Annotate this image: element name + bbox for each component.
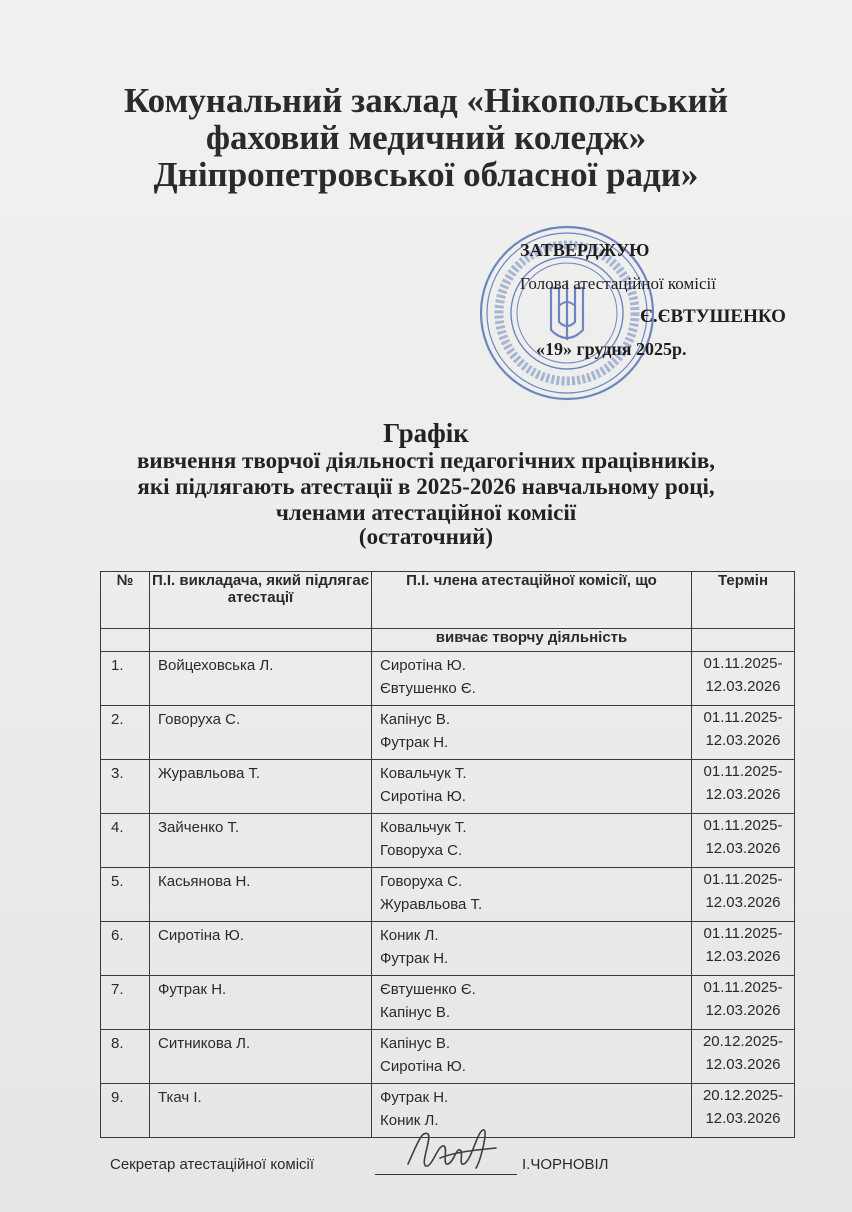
header-member-cont: вивчає творчу діяльність xyxy=(372,629,692,652)
teacher-name: Ситникова Л. xyxy=(150,1030,372,1084)
term-period xyxy=(692,652,795,706)
commission-members xyxy=(372,976,692,1030)
approval-heading: ЗАТВЕРДЖУЮ xyxy=(520,240,650,260)
table-row xyxy=(101,922,795,976)
institution-line-1: Комунальний заклад «Нікопольський xyxy=(123,81,729,120)
row-number: 9. xyxy=(101,1084,150,1138)
schedule-table xyxy=(100,571,795,1138)
term-start: 01.11.2025- xyxy=(703,655,783,672)
term-period xyxy=(692,760,795,814)
member-2: Футрак Н. xyxy=(380,734,449,751)
commission-members xyxy=(372,706,692,760)
title-line-3: членами атестаційної комісії xyxy=(275,500,577,525)
term-period xyxy=(692,706,795,760)
teacher-name: Говоруха С. xyxy=(150,706,372,760)
title-line-1: вивчення творчої діяльності педагогічних працівників, xyxy=(136,448,716,473)
member-1: Капінус В. xyxy=(380,711,450,728)
term-start: 01.11.2025- xyxy=(703,763,783,780)
institution-line-2: фаховий медичний коледж» xyxy=(205,118,647,157)
member-2: Футрак Н. xyxy=(380,950,449,967)
header-term: Термін xyxy=(692,572,795,629)
member-1: Футрак Н. xyxy=(380,1089,449,1106)
member-1: Ковальчук Т. xyxy=(380,765,467,782)
row-number: 1. xyxy=(101,652,150,706)
title-line-4: (остаточний) xyxy=(358,524,494,549)
member-2: Журавльова Т. xyxy=(380,896,483,913)
member-1: Сиротіна Ю. xyxy=(380,657,466,674)
term-end: 12.03.2026 xyxy=(705,948,781,965)
member-1: Говоруха С. xyxy=(380,873,463,890)
institution-name xyxy=(60,82,792,193)
table-header-row xyxy=(101,572,795,629)
header-member: П.І. члена атестаційної комісії, що xyxy=(372,572,692,629)
commission-members xyxy=(372,760,692,814)
header-num: № xyxy=(101,572,150,629)
term-period xyxy=(692,1084,795,1138)
term-start: 20.12.2025- xyxy=(702,1033,784,1050)
approval-date: «19» грудня 2025р. xyxy=(536,339,687,359)
row-number: 6. xyxy=(101,922,150,976)
approval-block xyxy=(520,234,840,366)
table-row xyxy=(101,976,795,1030)
member-1: Ковальчук Т. xyxy=(380,819,467,836)
commission-members xyxy=(372,652,692,706)
row-number: 3. xyxy=(101,760,150,814)
member-1: Коник Л. xyxy=(380,927,439,944)
term-end: 12.03.2026 xyxy=(705,786,781,803)
member-2: Капінус В. xyxy=(380,1004,450,1021)
member-1: Капінус В. xyxy=(380,1035,450,1052)
term-start: 01.11.2025- xyxy=(703,709,783,726)
term-start: 01.11.2025- xyxy=(703,925,783,942)
term-start: 01.11.2025- xyxy=(703,817,783,834)
member-2: Сиротіна Ю. xyxy=(380,1058,466,1075)
row-number: 8. xyxy=(101,1030,150,1084)
commission-members xyxy=(372,868,692,922)
term-period xyxy=(692,976,795,1030)
table-row xyxy=(101,706,795,760)
table-header-row-2 xyxy=(101,629,795,652)
term-start: 01.11.2025- xyxy=(703,979,783,996)
handwritten-signature xyxy=(400,1122,500,1177)
table-row xyxy=(101,814,795,868)
institution-line-3: Дніпропетровської обласної ради» xyxy=(153,155,699,194)
term-end: 12.03.2026 xyxy=(705,894,781,911)
row-number: 5. xyxy=(101,868,150,922)
teacher-name: Зайченко Т. xyxy=(150,814,372,868)
term-end: 12.03.2026 xyxy=(705,1110,781,1127)
secretary-label: Секретар атестаційної комісії xyxy=(110,1156,315,1173)
header-teacher: П.І. викладача, який підлягає атестації xyxy=(150,572,372,629)
schedule-title xyxy=(60,418,792,548)
table-row xyxy=(101,1030,795,1084)
row-number: 4. xyxy=(101,814,150,868)
teacher-name: Касьянова Н. xyxy=(150,868,372,922)
approval-position: Голова атестаційної комісії xyxy=(520,274,716,293)
teacher-name: Сиротіна Ю. xyxy=(150,922,372,976)
title-main: Графік xyxy=(383,418,469,448)
term-end: 12.03.2026 xyxy=(705,1056,781,1073)
term-end: 12.03.2026 xyxy=(705,840,781,857)
table-row xyxy=(101,760,795,814)
approval-name: Є.ЄВТУШЕНКО xyxy=(640,306,786,327)
secretary-name: І.ЧОРНОВІЛ xyxy=(522,1156,609,1173)
term-end: 12.03.2026 xyxy=(705,1002,781,1019)
term-period xyxy=(692,814,795,868)
commission-members xyxy=(372,1030,692,1084)
term-end: 12.03.2026 xyxy=(705,678,781,695)
row-number: 2. xyxy=(101,706,150,760)
row-number: 7. xyxy=(101,976,150,1030)
commission-members xyxy=(372,922,692,976)
teacher-name: Журавльова Т. xyxy=(150,760,372,814)
member-2: Сиротіна Ю. xyxy=(380,788,466,805)
teacher-name: Футрак Н. xyxy=(150,976,372,1030)
member-2: Коник Л. xyxy=(380,1112,439,1129)
term-period xyxy=(692,922,795,976)
table-row xyxy=(101,652,795,706)
member-1: Євтушенко Є. xyxy=(380,981,476,998)
term-start: 20.12.2025- xyxy=(702,1087,784,1104)
term-end: 12.03.2026 xyxy=(705,732,781,749)
commission-members xyxy=(372,814,692,868)
secretary-signature-block xyxy=(110,1152,670,1182)
term-period xyxy=(692,868,795,922)
member-2: Євтушенко Є. xyxy=(380,680,476,697)
teacher-name: Ткач І. xyxy=(150,1084,372,1138)
teacher-name: Войцеховська Л. xyxy=(150,652,372,706)
title-line-2: які підлягають атестації в 2025-2026 навчальному році, xyxy=(137,474,715,499)
table-row xyxy=(101,868,795,922)
term-start: 01.11.2025- xyxy=(703,871,783,888)
member-2: Говоруха С. xyxy=(380,842,463,859)
term-period xyxy=(692,1030,795,1084)
